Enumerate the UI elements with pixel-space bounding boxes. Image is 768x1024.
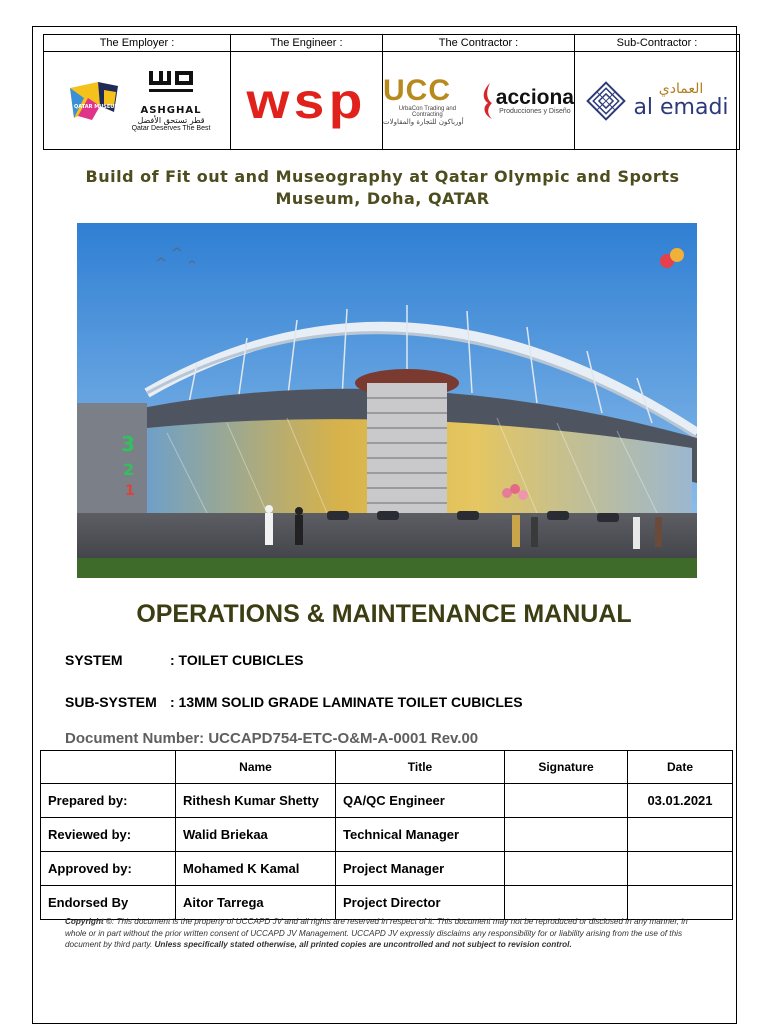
copyright-label: Copyright © (65, 917, 112, 926)
wsp-logo: wsp (246, 72, 367, 129)
engineer-logo (231, 52, 383, 150)
ashghal-tagline: Qatar Deserves The Best (131, 125, 211, 132)
row-name: Aitor Tarrega (176, 886, 336, 920)
signoff-table (40, 750, 733, 920)
header-role (41, 751, 176, 784)
row-signature (505, 852, 628, 886)
subsystem-value: : 13MM SOLID GRADE LAMINATE TOILET CUBICLES (170, 694, 523, 710)
ucc-logo (383, 73, 472, 126)
ucc-arabic: أورباكون للتجارة والمقاولات (383, 117, 464, 126)
table-row (41, 818, 733, 852)
row-date (628, 886, 733, 920)
stadium-photo (77, 223, 697, 578)
employer-logos (44, 52, 231, 150)
subsystem-row (65, 694, 523, 710)
qatar-museums-logo (64, 76, 124, 126)
row-name: Mohamed K Kamal (176, 852, 336, 886)
row-date (628, 852, 733, 886)
ucc-subtitle: UrbaCon Trading and Contracting (398, 105, 457, 118)
row-title: Project Director (336, 886, 505, 920)
row-date: 03.01.2021 (628, 784, 733, 818)
svg-text:2: 2 (123, 460, 135, 479)
project-title: Build of Fit out and Museography at Qatar Olympic and Sports Museum, Doha, QATAR (85, 167, 680, 208)
header-title: Title (336, 751, 505, 784)
subcontractor-header: Sub-Contractor : (575, 35, 740, 52)
header-date: Date (628, 751, 733, 784)
row-name: Rithesh Kumar Shetty (176, 784, 336, 818)
table-row (41, 784, 733, 818)
subsystem-label: SUB-SYSTEM (65, 694, 157, 710)
system-row (65, 652, 304, 668)
acciona-logo (480, 81, 574, 121)
system-value: : TOILET CUBICLES (170, 652, 304, 668)
acciona-mark-icon (480, 81, 494, 121)
row-role: Endorsed By (41, 886, 176, 920)
row-title: Technical Manager (336, 818, 505, 852)
copyright-text: : This document is the property of UCCAPD JV and all rights are reserved in respect of it. This document may not be reproduced or disclosed in any manner, in whole or in part without the prior written consent of UCCAPD JV Management. UCCAPD JV expressly disclaims any responsibility for or liability arising from the use of this document by third party. (65, 917, 688, 949)
ashghal-logo (132, 69, 211, 132)
row-name: Walid Briekaa (176, 818, 336, 852)
row-role: Prepared by: (41, 784, 176, 818)
row-signature (505, 818, 628, 852)
ashghal-name: ASHGHAL (140, 105, 202, 116)
document-number: Document Number: UCCAPD754-ETC-O&M-A-0001 Rev.00 (65, 730, 479, 747)
system-label: SYSTEM (65, 652, 123, 668)
contractor-logos (383, 52, 575, 150)
engineer-header: The Engineer : (231, 35, 383, 52)
al-emadi-name: al emadi (633, 95, 729, 121)
svg-text:1: 1 (125, 483, 135, 499)
stakeholder-logo-table (43, 34, 740, 150)
manual-title: OPERATIONS & MAINTENANCE MANUAL (136, 600, 632, 628)
row-title: Project Manager (336, 852, 505, 886)
svg-text:3: 3 (121, 432, 135, 456)
copyright-notice (65, 916, 710, 951)
employer-header: The Employer : (44, 35, 231, 52)
stadium-illustration (77, 223, 697, 578)
header-signature: Signature (505, 751, 628, 784)
ashghal-mark-icon (145, 69, 197, 105)
al-emadi-arabic: العمادي (658, 80, 704, 97)
table-row (41, 852, 733, 886)
al-emadi-mark-icon (585, 80, 627, 122)
row-date (628, 818, 733, 852)
row-signature (505, 784, 628, 818)
table-row (41, 886, 733, 920)
subcontractor-logo (575, 52, 740, 150)
row-title: QA/QC Engineer (336, 784, 505, 818)
svg-text:QATAR MUSEUMS: QATAR MUSEUMS (73, 103, 123, 110)
ashghal-arabic: قطر تستحق الأفضل (137, 116, 205, 125)
row-role: Approved by: (41, 852, 176, 886)
copyright-bold-tail: Unless specifically stated otherwise, all printed copies are uncontrolled and not subject to revision control. (154, 940, 572, 949)
acciona-subtitle: Producciones y Diseño (499, 107, 571, 115)
header-name: Name (176, 751, 336, 784)
row-role: Reviewed by: (41, 818, 176, 852)
acciona-name: acciona (495, 85, 574, 109)
contractor-header: The Contractor : (383, 35, 575, 52)
ucc-name: UCC (383, 73, 451, 107)
row-signature (505, 886, 628, 920)
